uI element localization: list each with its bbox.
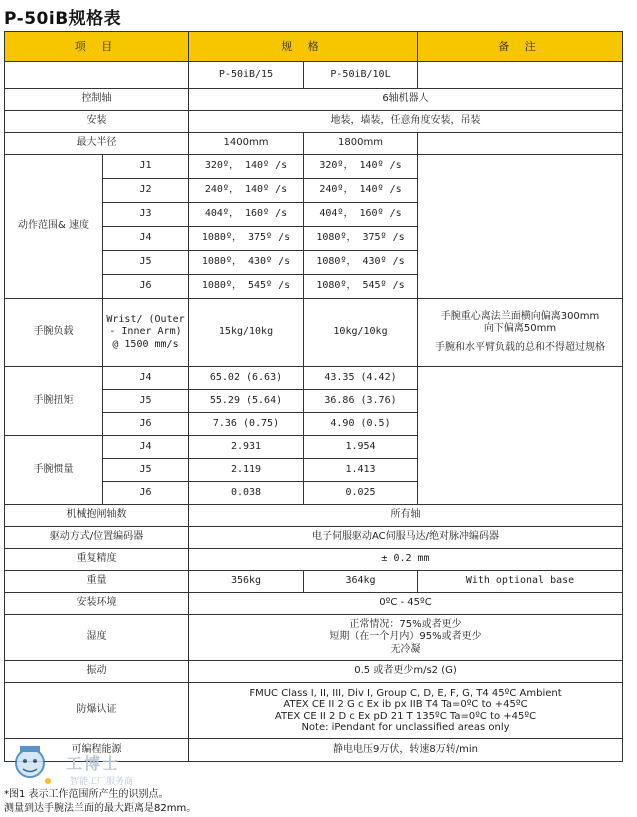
row-label: 手腕惯量	[5, 436, 103, 505]
table-row: 动作范围& 速度 J1 320º， 140º /s 320º， 140º /s	[5, 155, 623, 179]
table-header	[5, 32, 623, 62]
table-row: 手腕负载 Wrist/ (Outer - Inner Arm) @ 1500 mm/s 15kg/10kg 10kg/10kg 手腕重心离法兰面横向偏离300mm 向下偏离50mm 手腕和水平臂负载的总和不得超过规格	[5, 299, 623, 367]
spec-table	[4, 31, 623, 762]
table-row: 驱动方式/位置编码器 电子伺服驱动AC伺服马达/绝对脉冲编码器	[5, 527, 623, 549]
footnote-1: *图1 表示工作范围所产生的识别点。	[4, 789, 169, 800]
table-row: J6 7.36 (0.75) 4.90 (0.5)	[5, 413, 623, 436]
row-label: 安装	[5, 111, 189, 133]
row-label: 重复精度	[5, 549, 189, 571]
watermark-subtitle: 智能工厂服务商	[70, 777, 134, 787]
table-row: J5 55.29 (5.64) 36.86 (3.76)	[5, 390, 623, 413]
table-row: J4 1080º， 375º /s 1080º， 375º /s	[5, 227, 623, 251]
row-label: 重量	[5, 571, 189, 593]
table-row: 手腕惯量 J4 2.931 1.954	[5, 436, 623, 459]
row-label: 动作范围& 速度	[5, 155, 103, 299]
row-label: 湿度	[5, 615, 189, 661]
table-row: J6 1080º， 545º /s 1080º， 545º /s	[5, 275, 623, 299]
row-label: 手腕扭矩	[5, 367, 103, 436]
table-row: 安装环境 0ºC - 45ºC	[5, 593, 623, 615]
table-row: J5 1080º， 430º /s 1080º， 430º /s	[5, 251, 623, 275]
table-row	[5, 111, 623, 133]
table-row	[5, 89, 623, 111]
row-label: 最大半径	[5, 133, 189, 155]
table-row: 手腕扭矩 J4 65.02 (6.63) 43.35 (4.42)	[5, 367, 623, 390]
table-row: 振动 0.5 或者更少m/s2 (G)	[5, 661, 623, 683]
cell-value: 地装，墙装，任意角度安装，吊装	[189, 111, 623, 133]
table-row: J5 2.119 1.413	[5, 459, 623, 482]
table-row: J3 404º， 160º /s 404º， 160º /s	[5, 203, 623, 227]
payload-condition: Wrist/ (Outer - Inner Arm) @ 1500 mm/s	[103, 299, 189, 367]
row-label: 手腕负载	[5, 299, 103, 367]
table-row	[5, 62, 623, 89]
header-spec: 规 格	[189, 32, 418, 62]
table-row: 可编程能源 静电电压9万伏，转速8万转/min	[5, 739, 623, 762]
row-label: 控制轴	[5, 89, 189, 111]
table-row: 机械抱闸轴数 所有轴	[5, 505, 623, 527]
header-remark: 备 注	[418, 32, 623, 62]
watermark-brand: 工博士	[66, 754, 121, 773]
mascot-icon	[8, 741, 68, 791]
row-label: 安装环境	[5, 593, 189, 615]
table-row: J6 0.038 0.025	[5, 482, 623, 505]
page-title: P-50iB规格表	[4, 9, 122, 29]
table-row: 重复精度 ± 0.2 mm	[5, 549, 623, 571]
row-label: 机械抱闸轴数	[5, 505, 189, 527]
table-row: J2 240º， 140º /s 240º， 140º /s	[5, 179, 623, 203]
table-row: 重量 356kg 364kg With optional base	[5, 571, 623, 593]
cell-value: 6轴机器人	[189, 89, 623, 111]
payload-remark: 手腕重心离法兰面横向偏离300mm 向下偏离50mm 手腕和水平臂负载的总和不得超过规格	[418, 299, 623, 367]
row-label: 振动	[5, 661, 189, 683]
model-2: P-50iB/10L	[304, 62, 418, 89]
table-row: 防爆认证 FMUC Class I, II, III, Div I, Group C, D, E, F, G, T4 45ºC Ambient ATEX CE II 2 G c Ex ib px IIB T4 Ta=0ºC to +45ºC ATEX CE II 2 D c Ex pD 21 T 135ºC Ta=0ºC to +45ºC Note: iPendant for unclassified areas only	[5, 683, 623, 739]
row-label: 防爆认证	[5, 683, 189, 739]
row-label: 可编程能源	[5, 739, 189, 762]
cell-value: 1400mm	[189, 133, 304, 155]
cell-value: 1800mm	[304, 133, 418, 155]
footnote-2: 测量到达手腕法兰面的最大距离是82mm。	[4, 803, 197, 814]
watermark-logo	[8, 741, 178, 791]
model-1: P-50iB/15	[189, 62, 304, 89]
header-item: 项 目	[5, 32, 189, 62]
table-row: 湿度 正常情况：75%或者更少 短期（在一个月内）95%或者更少 无冷凝	[5, 615, 623, 661]
table-row	[5, 133, 623, 155]
row-label: 驱动方式/位置编码器	[5, 527, 189, 549]
